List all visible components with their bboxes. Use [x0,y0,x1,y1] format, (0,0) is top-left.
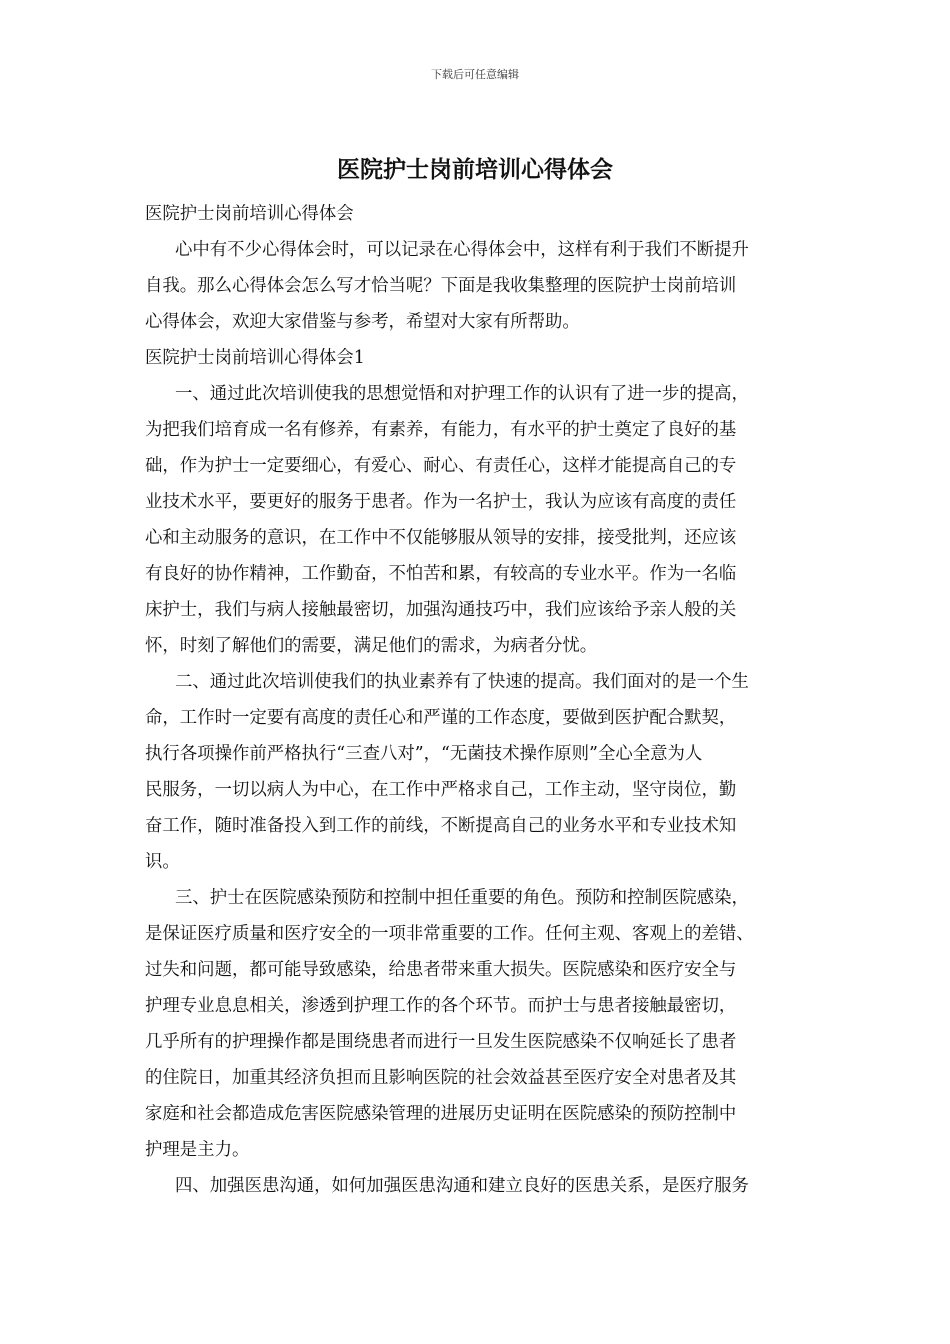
text-line: 几乎所有的护理操作都是围绕患者而进行一旦发生医院感染不仅响延长了患者 [145,1032,737,1052]
text-line: 心得体会，欢迎大家借鉴与参考，希望对大家有所帮助。 [145,312,580,332]
text-line: 护理专业息息相关，渗透到护理工作的各个环节。而护士与患者接触最密切， [145,996,737,1016]
text-line: 为把我们培育成一名有修养，有素养，有能力，有水平的护士奠定了良好的基 [145,420,737,440]
text-line: 过失和问题，都可能导致感染，给患者带来重大损失。医院感染和医疗安全与 [145,960,737,980]
text-line: 业技术水平，要更好的服务于患者。作为一名护士，我认为应该有高度的责任 [145,492,737,512]
text-line: 的住院日，加重其经济负担而且影响医院的社会效益甚至医疗安全对患者及其 [145,1068,737,1088]
text-line: 心中有不少心得体会时，可以记录在心得体会中，这样有利于我们不断提升 [175,240,749,260]
text-line: 是保证医疗质量和医疗安全的一项非常重要的工作。任何主观、客观上的差错、 [145,924,754,944]
text-line: 执行各项操作前严格执行“三查八对”，“无菌技术操作原则”全心全意为人 [145,744,703,764]
text-line: 医院护士岗前培训心得体会 [145,204,354,224]
text-line: 心和主动服务的意识，在工作中不仅能够服从领导的安排，接受批判，还应该 [145,528,737,548]
page-title: 医院护士岗前培训心得体会 [337,156,613,183]
text-line: 四、加强医患沟通，如何加强医患沟通和建立良好的医患关系，是医疗服务 [175,1176,749,1196]
text-line: 医院护士岗前培训心得体会1 [145,348,365,368]
text-line: 怀，时刻了解他们的需要，满足他们的需求，为病者分忧。 [145,636,598,656]
text-line: 床护士，我们与病人接触最密切，加强沟通技巧中，我们应该给予亲人般的关 [145,600,737,620]
text-line: 护理是主力。 [145,1140,250,1160]
text-line: 一、通过此次培训使我的思想觉悟和对护理工作的认识有了进一步的提高， [175,384,749,404]
text-line: 命，工作时一定要有高度的责任心和严谨的工作态度，要做到医护配合默契， [145,708,737,728]
header-note: 下载后可任意编辑 [431,68,519,81]
text-line: 三、护士在医院感染预防和控制中担任重要的角色。预防和控制医院感染， [175,888,749,908]
text-line: 有良好的协作精神，工作勤奋，不怕苦和累，有较高的专业水平。作为一名临 [145,564,737,584]
text-line: 识。 [145,852,180,872]
text-line: 家庭和社会都造成危害医院感染管理的进展历史证明在医院感染的预防控制中 [145,1104,737,1124]
text-line: 二、通过此次培训使我们的执业素养有了快速的提高。我们面对的是一个生 [175,672,749,692]
text-line: 奋工作，随时准备投入到工作的前线，不断提高自己的业务水平和专业技术知 [145,816,737,836]
document-body [145,196,810,1204]
text-line: 础，作为护士一定要细心，有爱心、耐心、有责任心，这样才能提高自己的专 [145,456,737,476]
text-line: 自我。那么心得体会怎么写才恰当呢？下面是我收集整理的医院护士岗前培训 [145,276,737,296]
text-line: 民服务，一切以病人为中心，在工作中严格求自己，工作主动，坚守岗位，勤 [145,780,737,800]
